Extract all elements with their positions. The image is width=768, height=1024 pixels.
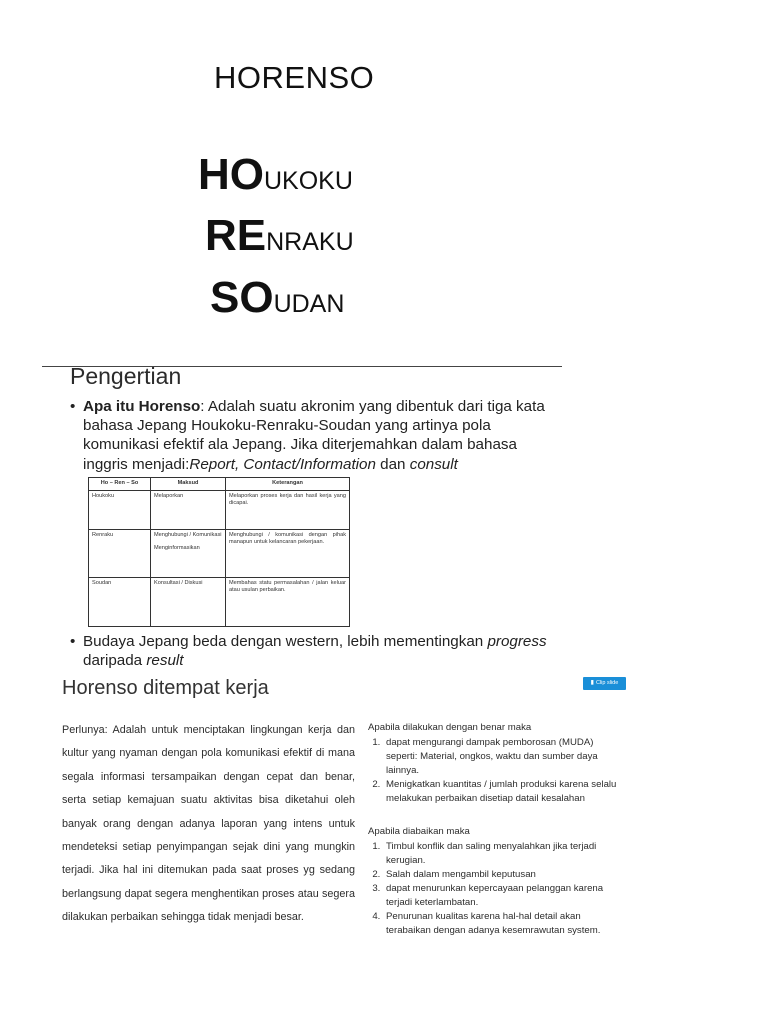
slide-horenso-workplace (50, 670, 626, 958)
acronym-rest: NRAKU (266, 228, 354, 256)
bullet-term: Apa itu Horenso (83, 398, 201, 415)
bullet-culture (70, 632, 560, 670)
clip-icon: ▮ (590, 680, 594, 686)
clip-slide-button[interactable] (583, 677, 626, 690)
bullet-italic: progress (487, 633, 547, 650)
list-item: 1. Timbul konflik dan saling menyalahkan jika terjadi kerugian. (383, 840, 618, 868)
table-cell: Menghubungi / komunikasi dengan pihak manapun untuk kelancaran pekerjaan. (226, 529, 350, 578)
table-cell: Melaporkan proses kerja dan hasil kerja yang dicapai. (226, 491, 350, 530)
bullet-dot-icon: • (70, 633, 76, 650)
clip-slide-label: Clip slide (595, 680, 619, 686)
bullet-body: Budaya Jepang beda dengan western, lebih mementingkan (83, 633, 488, 650)
group-heading: Apabila dilakukan dengan benar maka (368, 722, 532, 733)
table-row (89, 491, 350, 530)
acronym-renraku (205, 211, 354, 260)
table-cell (151, 529, 226, 578)
bullet-italic: result (146, 652, 184, 669)
table-cell (151, 578, 226, 627)
table-cell: Renraku (89, 529, 151, 578)
purpose-paragraph: Perlunya: Adalah untuk menciptakan lingkungan kerja dan kultur yang nyaman dengan pola komunikasi efektif di mana segala informasi tersampaikan dengan cepat dan benar, serta setiap kemajuan suatu aktivitas bisa diketahui oleh banyak orang dengan adanya laporan yang intens untuk mendeteksi setiap penyimpangan sejak dini yang mungkin terjadi. Jika hal ini ditemukan pada saat proses yg sedang berlangsung dapat segera menghentikan proses atau segera dilakukan perbaikan sehingga tidak menjadi besar. (62, 724, 355, 924)
acronym-rest: UDAN (273, 290, 345, 318)
table-cell (151, 491, 226, 530)
horenso-table (88, 477, 350, 627)
table-row (89, 578, 350, 627)
table-header-row (89, 478, 350, 491)
table-header: Keterangan (226, 478, 350, 491)
acronym-rest: UKOKU (264, 167, 353, 195)
ignored-group (368, 825, 618, 938)
slide-title: Pengertian (70, 363, 182, 389)
list-item: 1. dapat mengurangi dampak pemborosan (MUDA) seperti: Material, ongkos, waktu dan sumber daya lainnya. (383, 736, 618, 778)
group-heading: Apabila diabaikan maka (368, 826, 470, 837)
slide-title: Horenso ditempat kerja (62, 677, 269, 699)
bullet-text (70, 632, 560, 670)
consequences-column (368, 721, 618, 938)
list-item: 2. Menigkatkan kuantitas / jumlah produksi karena selalu melakukan perbaikan disetiap datail kesalahan (383, 778, 618, 806)
acronym-houkoku (198, 150, 353, 199)
cell-text: Menginformasikan (154, 544, 200, 551)
bullet-body: daripada (83, 652, 147, 669)
acronym-bold: SO (210, 273, 274, 322)
cell-text: Melaporkan (154, 493, 184, 500)
acronym-soudan (210, 273, 345, 322)
slide-pengertian (50, 360, 564, 668)
list-item: 3. dapat menurunkan kepercayaan pelanggan karena terjadi keterlambatan. (383, 882, 618, 910)
risks-list (368, 840, 618, 938)
bullet-dot-icon: • (70, 398, 76, 415)
acronym-bold: HO (198, 150, 264, 199)
benefits-list (368, 736, 618, 806)
bullet-italic: Report, Contact/Information (189, 455, 376, 473)
acronym-bold: RE (205, 211, 267, 260)
table-header: Maksud (151, 478, 226, 491)
bullet-body: : Adalah suatu akronim yang dibentuk dari tiga kata bahasa Jepang Houkoku-Renraku-Soudan yang artinya pola komunikasi efektif ala Jepang. Jika diterjemahkan dalam bahasa inggris menjadi: (83, 398, 545, 473)
table-cell: Soudan (89, 578, 151, 627)
slide-title: HORENSO (214, 60, 375, 95)
table-header: Ho – Ren – So (89, 478, 151, 491)
bullet-definition (70, 397, 560, 474)
bullet-body: dan (375, 455, 410, 473)
bullet-text (70, 397, 560, 474)
table-row (89, 529, 350, 578)
bullet-italic: consult (409, 455, 458, 473)
slide-horenso-title (0, 0, 768, 360)
table-cell: Membahas statu permasalahan / jalan keluar atau usulan perbaikan. (226, 578, 350, 627)
list-item: 4. Penurunan kualitas karena hal-hal detail akan terabaikan dengan adanya kesemrawutan system. (383, 910, 618, 938)
cell-text: Konsultasi / Diskusi (154, 580, 203, 587)
list-item: 2. Salah dalam mengambil keputusan (383, 868, 618, 882)
table-cell: Houkoku (89, 491, 151, 530)
cell-text: Menghubungi / Komunikasi (154, 531, 222, 538)
